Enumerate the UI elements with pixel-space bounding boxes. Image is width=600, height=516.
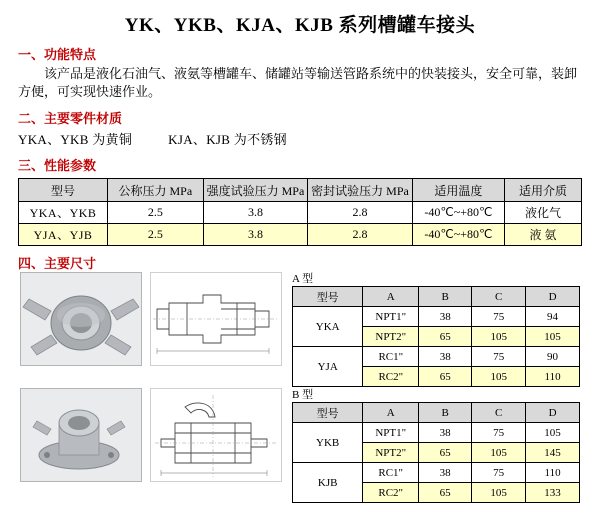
dim-b-col-d: D bbox=[526, 403, 580, 423]
perf-cell-temp: -40℃~+80℃ bbox=[412, 202, 504, 224]
table-row bbox=[19, 224, 582, 246]
section-heading-features: 一、功能特点 bbox=[18, 47, 97, 62]
dim-a-cell-c: 75 bbox=[472, 307, 526, 327]
perf-col-nominal: 公称压力 MPa bbox=[108, 179, 204, 202]
dim-a-cell-c: 105 bbox=[472, 367, 526, 387]
features-paragraph: 该产品是液化石油气、液氨等槽罐车、储罐站等输送管路系统中的快装接头，安全可靠，装卸方便，可实现快速作业。 bbox=[18, 66, 578, 99]
dim-a-col-b: B bbox=[419, 287, 472, 307]
technical-drawing-type-a-graphic bbox=[151, 273, 281, 365]
dim-a-cell-b: 65 bbox=[419, 367, 472, 387]
dim-a-col-model: 型号 bbox=[293, 287, 363, 307]
perf-col-model: 型号 bbox=[19, 179, 108, 202]
dim-a-col-a: A bbox=[363, 287, 419, 307]
dim-a-cell-c: 75 bbox=[472, 347, 526, 367]
dim-b-cell-a: NPT1" bbox=[363, 423, 419, 443]
product-photo-type-a-graphic bbox=[21, 273, 141, 365]
type-a-label: A 型 bbox=[292, 273, 314, 285]
perf-cell-model: YKA、YKB bbox=[19, 202, 108, 224]
dim-b-cell-b: 65 bbox=[419, 483, 472, 503]
dim-a-cell-d: 94 bbox=[526, 307, 580, 327]
dim-a-cell-b: 65 bbox=[419, 327, 472, 347]
perf-cell-temp: -40℃~+80℃ bbox=[412, 224, 504, 246]
dim-b-cell-model: KJB bbox=[293, 463, 363, 503]
dim-a-col-d: D bbox=[526, 287, 580, 307]
dim-b-cell-d: 110 bbox=[526, 463, 580, 483]
dim-a-cell-a: NPT1" bbox=[363, 307, 419, 327]
material-line bbox=[18, 129, 600, 148]
perf-col-seal: 密封试验压力 MPa bbox=[308, 179, 413, 202]
dim-b-cell-d: 133 bbox=[526, 483, 580, 503]
perf-cell-nominal: 2.5 bbox=[108, 224, 204, 246]
dim-a-cell-b: 38 bbox=[419, 307, 472, 327]
perf-cell-model: YJA、YJB bbox=[19, 224, 108, 246]
dim-b-cell-d: 105 bbox=[526, 423, 580, 443]
dim-a-cell-c: 105 bbox=[472, 327, 526, 347]
table-row bbox=[293, 307, 580, 327]
technical-drawing-type-a bbox=[150, 272, 282, 366]
dim-a-cell-d: 90 bbox=[526, 347, 580, 367]
table-row bbox=[19, 202, 582, 224]
dim-a-cell-a: RC2" bbox=[363, 367, 419, 387]
dim-b-cell-d: 145 bbox=[526, 443, 580, 463]
section-heading-dimensions: 四、主要尺寸 bbox=[18, 256, 97, 271]
dim-b-cell-c: 75 bbox=[472, 463, 526, 483]
product-photo-type-a bbox=[20, 272, 142, 366]
dim-b-cell-c: 105 bbox=[472, 443, 526, 463]
dim-b-col-a: A bbox=[363, 403, 419, 423]
dim-a-col-c: C bbox=[472, 287, 526, 307]
perf-col-temp: 适用温度 bbox=[412, 179, 504, 202]
dim-a-cell-d: 105 bbox=[526, 327, 580, 347]
table-row bbox=[293, 463, 580, 483]
perf-cell-strength: 3.8 bbox=[203, 202, 308, 224]
technical-drawing-type-b bbox=[150, 388, 282, 482]
dimension-table-type-b bbox=[292, 402, 580, 503]
dim-a-cell-model: YKA bbox=[293, 307, 363, 347]
dim-b-cell-a: RC2" bbox=[363, 483, 419, 503]
dimension-table-type-a bbox=[292, 286, 580, 387]
dim-a-cell-a: RC1" bbox=[363, 347, 419, 367]
material-steel-text: KJA、KJB 为不锈钢 bbox=[168, 132, 287, 147]
dim-b-cell-model: YKB bbox=[293, 423, 363, 463]
dim-b-cell-b: 38 bbox=[419, 463, 472, 483]
section-heading-material: 二、主要零件材质 bbox=[18, 111, 123, 126]
technical-drawing-type-b-graphic bbox=[151, 389, 281, 481]
product-photo-type-b-graphic bbox=[21, 389, 141, 481]
table-row bbox=[293, 347, 580, 367]
perf-col-medium: 适用介质 bbox=[505, 179, 582, 202]
table-row bbox=[293, 423, 580, 443]
dim-b-cell-a: NPT2" bbox=[363, 443, 419, 463]
section-heading-performance: 三、性能参数 bbox=[18, 158, 97, 173]
perf-cell-nominal: 2.5 bbox=[108, 202, 204, 224]
perf-cell-seal: 2.8 bbox=[308, 202, 413, 224]
perf-col-strength: 强度试验压力 MPa bbox=[203, 179, 308, 202]
dim-b-cell-b: 38 bbox=[419, 423, 472, 443]
table-header-row bbox=[293, 287, 580, 307]
perf-cell-strength: 3.8 bbox=[203, 224, 308, 246]
perf-cell-medium: 液 氨 bbox=[505, 224, 582, 246]
table-header-row bbox=[293, 403, 580, 423]
dim-b-col-b: B bbox=[419, 403, 472, 423]
dim-a-cell-a: NPT2" bbox=[363, 327, 419, 347]
page-title: YK、YKB、KJA、KJB 系列槽罐车接头 bbox=[124, 15, 476, 36]
perf-cell-seal: 2.8 bbox=[308, 224, 413, 246]
dim-b-cell-b: 65 bbox=[419, 443, 472, 463]
dim-a-cell-d: 110 bbox=[526, 367, 580, 387]
dim-a-cell-model: YJA bbox=[293, 347, 363, 387]
dim-b-col-c: C bbox=[472, 403, 526, 423]
dim-b-cell-c: 75 bbox=[472, 423, 526, 443]
type-b-label: B 型 bbox=[292, 389, 314, 401]
dim-b-cell-a: RC1" bbox=[363, 463, 419, 483]
perf-cell-medium: 液化气 bbox=[505, 202, 582, 224]
dim-a-cell-b: 38 bbox=[419, 347, 472, 367]
product-photo-type-b bbox=[20, 388, 142, 482]
table-header-row bbox=[19, 179, 582, 202]
performance-table bbox=[18, 178, 582, 246]
dim-b-cell-c: 105 bbox=[472, 483, 526, 503]
material-brass-text: YKA、YKB 为黄铜 bbox=[18, 132, 133, 147]
dim-b-col-model: 型号 bbox=[293, 403, 363, 423]
